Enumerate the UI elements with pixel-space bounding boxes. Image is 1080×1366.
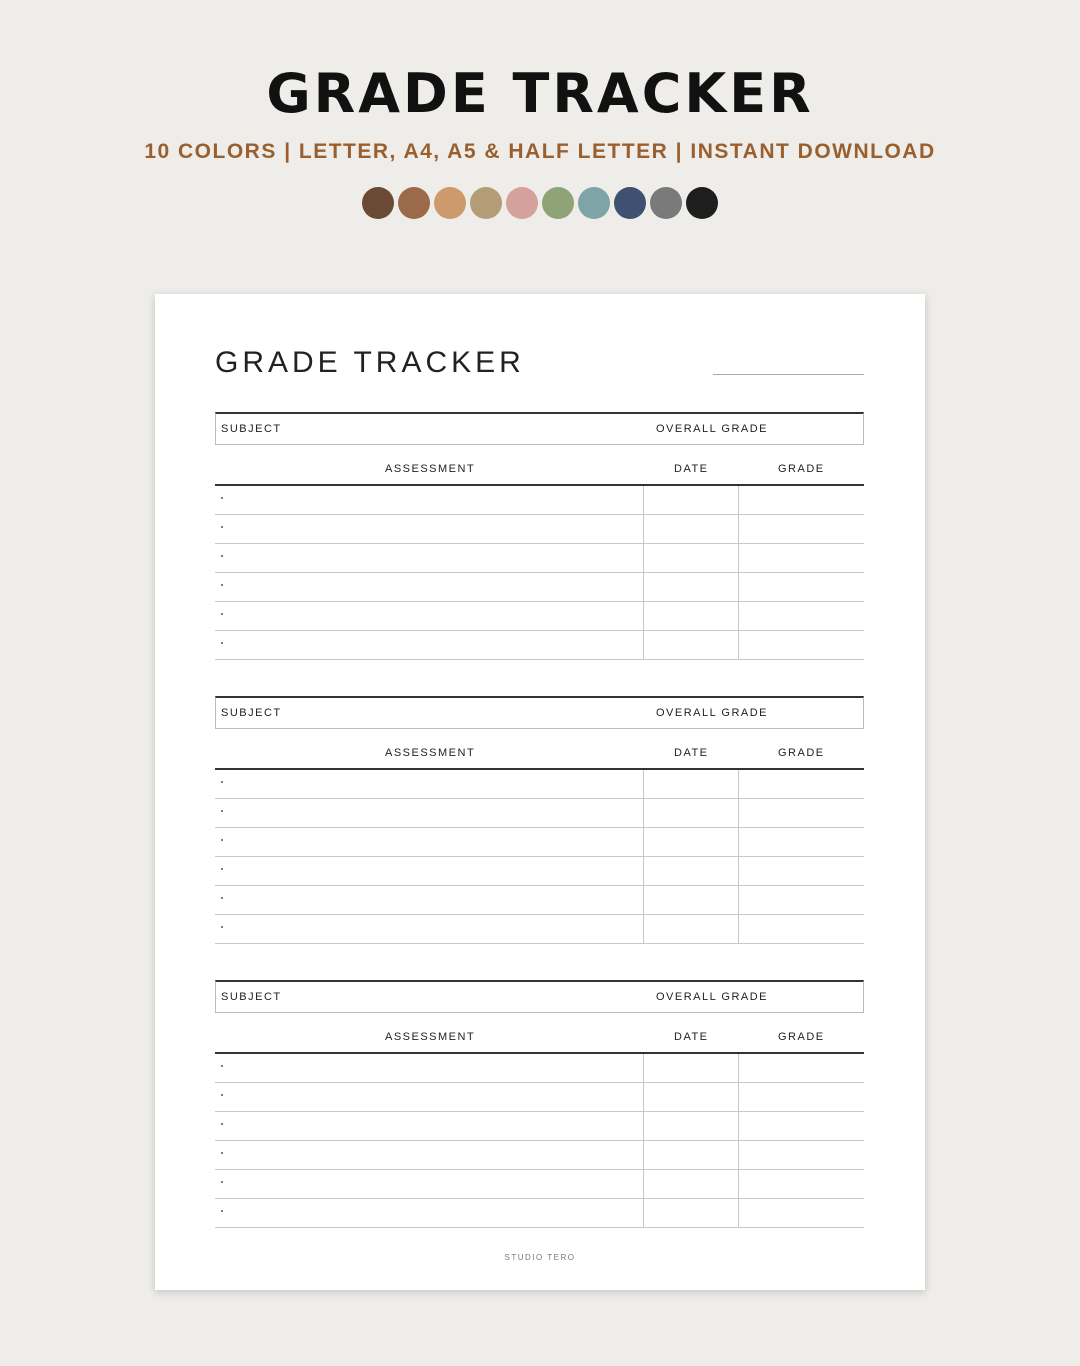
subject-block-1 — [215, 412, 864, 660]
color-swatch — [650, 187, 682, 219]
subject-field[interactable] — [215, 696, 864, 729]
assessment-cell[interactable] — [215, 1170, 643, 1198]
table-row — [215, 1054, 864, 1083]
color-swatch — [578, 187, 610, 219]
bullet-dot — [221, 1123, 223, 1125]
date-cell[interactable] — [643, 544, 738, 572]
color-swatches — [0, 187, 1080, 219]
grade-header: GRADE — [778, 747, 825, 759]
table-row — [215, 486, 864, 515]
subject-field[interactable] — [215, 980, 864, 1013]
date-cell[interactable] — [643, 1054, 738, 1082]
subject-label: SUBJECT — [221, 423, 282, 435]
column-header — [215, 729, 864, 768]
grade-cell[interactable] — [738, 544, 864, 572]
date-cell[interactable] — [643, 1141, 738, 1169]
table-row — [215, 1199, 864, 1228]
assessment-rows — [215, 768, 864, 944]
assessment-header: ASSESSMENT — [385, 747, 476, 759]
brand-footer: STUDIO TERO — [504, 1253, 576, 1262]
overall-grade-label: OVERALL GRADE — [656, 991, 769, 1003]
assessment-cell[interactable] — [215, 1112, 643, 1140]
date-cell[interactable] — [643, 602, 738, 630]
date-header: DATE — [674, 463, 709, 475]
table-row — [215, 857, 864, 886]
bullet-dot — [221, 1065, 223, 1067]
assessment-cell[interactable] — [215, 631, 643, 659]
bullet-dot — [221, 1210, 223, 1212]
date-header: DATE — [674, 1031, 709, 1043]
subject-label: SUBJECT — [221, 991, 282, 1003]
grade-cell[interactable] — [738, 486, 864, 514]
assessment-cell[interactable] — [215, 886, 643, 914]
table-row — [215, 602, 864, 631]
color-swatch — [434, 187, 466, 219]
name-line — [713, 374, 864, 375]
grade-cell[interactable] — [738, 886, 864, 914]
color-swatch — [362, 187, 394, 219]
grade-cell[interactable] — [738, 799, 864, 827]
date-cell[interactable] — [643, 573, 738, 601]
bullet-dot — [221, 526, 223, 528]
date-cell[interactable] — [643, 886, 738, 914]
assessment-cell[interactable] — [215, 573, 643, 601]
date-header: DATE — [674, 747, 709, 759]
color-swatch — [398, 187, 430, 219]
date-cell[interactable] — [643, 631, 738, 659]
grade-cell[interactable] — [738, 1170, 864, 1198]
assessment-cell[interactable] — [215, 1083, 643, 1111]
date-cell[interactable] — [643, 1112, 738, 1140]
bullet-dot — [221, 926, 223, 928]
grade-cell[interactable] — [738, 1083, 864, 1111]
grade-cell[interactable] — [738, 770, 864, 798]
bullet-dot — [221, 1152, 223, 1154]
grade-cell[interactable] — [738, 1199, 864, 1227]
grade-cell[interactable] — [738, 828, 864, 856]
bullet-dot — [221, 642, 223, 644]
assessment-header: ASSESSMENT — [385, 1031, 476, 1043]
grade-cell[interactable] — [738, 602, 864, 630]
assessment-rows — [215, 1052, 864, 1228]
bullet-dot — [221, 868, 223, 870]
grade-cell[interactable] — [738, 573, 864, 601]
color-swatch — [470, 187, 502, 219]
sheet-title: GRADE TRACKER — [215, 346, 525, 379]
date-cell[interactable] — [643, 486, 738, 514]
table-row — [215, 770, 864, 799]
subject-block-3 — [215, 980, 864, 1228]
bullet-dot — [221, 839, 223, 841]
bullet-dot — [221, 897, 223, 899]
grade-cell[interactable] — [738, 857, 864, 885]
date-cell[interactable] — [643, 828, 738, 856]
grade-cell[interactable] — [738, 1054, 864, 1082]
assessment-cell[interactable] — [215, 799, 643, 827]
date-cell[interactable] — [643, 1170, 738, 1198]
assessment-cell[interactable] — [215, 770, 643, 798]
bullet-dot — [221, 584, 223, 586]
bullet-dot — [221, 555, 223, 557]
assessment-cell[interactable] — [215, 602, 643, 630]
table-row — [215, 1112, 864, 1141]
subject-label: SUBJECT — [221, 707, 282, 719]
assessment-cell[interactable] — [215, 1054, 643, 1082]
table-row — [215, 799, 864, 828]
date-cell[interactable] — [643, 799, 738, 827]
color-swatch — [614, 187, 646, 219]
table-row — [215, 1083, 864, 1112]
bullet-dot — [221, 1094, 223, 1096]
date-cell[interactable] — [643, 1199, 738, 1227]
banner-title: GRADE TRACKER — [266, 62, 814, 125]
table-row — [215, 915, 864, 944]
assessment-cell[interactable] — [215, 915, 643, 943]
assessment-header: ASSESSMENT — [385, 463, 476, 475]
grade-cell[interactable] — [738, 515, 864, 543]
table-row — [215, 544, 864, 573]
date-cell[interactable] — [643, 515, 738, 543]
bullet-dot — [221, 613, 223, 615]
date-cell[interactable] — [643, 770, 738, 798]
date-cell[interactable] — [643, 1083, 738, 1111]
subject-block-2 — [215, 696, 864, 944]
column-header — [215, 445, 864, 484]
overall-grade-label: OVERALL GRADE — [656, 707, 769, 719]
table-row — [215, 1170, 864, 1199]
table-row — [215, 515, 864, 544]
table-row — [215, 1141, 864, 1170]
assessment-cell[interactable] — [215, 857, 643, 885]
grade-header: GRADE — [778, 1031, 825, 1043]
column-header — [215, 1013, 864, 1052]
grade-cell[interactable] — [738, 1141, 864, 1169]
color-swatch — [686, 187, 718, 219]
planner-sheet — [155, 294, 925, 1290]
assessment-cell[interactable] — [215, 1141, 643, 1169]
table-row — [215, 631, 864, 660]
grade-cell[interactable] — [738, 631, 864, 659]
color-swatch — [506, 187, 538, 219]
bullet-dot — [221, 497, 223, 499]
bullet-dot — [221, 781, 223, 783]
table-row — [215, 573, 864, 602]
grade-header: GRADE — [778, 463, 825, 475]
bullet-dot — [221, 810, 223, 812]
date-cell[interactable] — [643, 857, 738, 885]
grade-cell[interactable] — [738, 915, 864, 943]
color-swatch — [542, 187, 574, 219]
assessment-rows — [215, 484, 864, 660]
assessment-cell[interactable] — [215, 486, 643, 514]
bullet-dot — [221, 1181, 223, 1183]
table-row — [215, 828, 864, 857]
banner-subtitle: 10 COLORS | LETTER, A4, A5 & HALF LETTER | INSTANT DOWNLOAD — [144, 140, 936, 163]
table-row — [215, 886, 864, 915]
assessment-cell[interactable] — [215, 1199, 643, 1227]
assessment-cell[interactable] — [215, 828, 643, 856]
date-cell[interactable] — [643, 915, 738, 943]
assessment-cell[interactable] — [215, 544, 643, 572]
assessment-cell[interactable] — [215, 515, 643, 543]
grade-cell[interactable] — [738, 1112, 864, 1140]
subject-field[interactable] — [215, 412, 864, 445]
overall-grade-label: OVERALL GRADE — [656, 423, 769, 435]
